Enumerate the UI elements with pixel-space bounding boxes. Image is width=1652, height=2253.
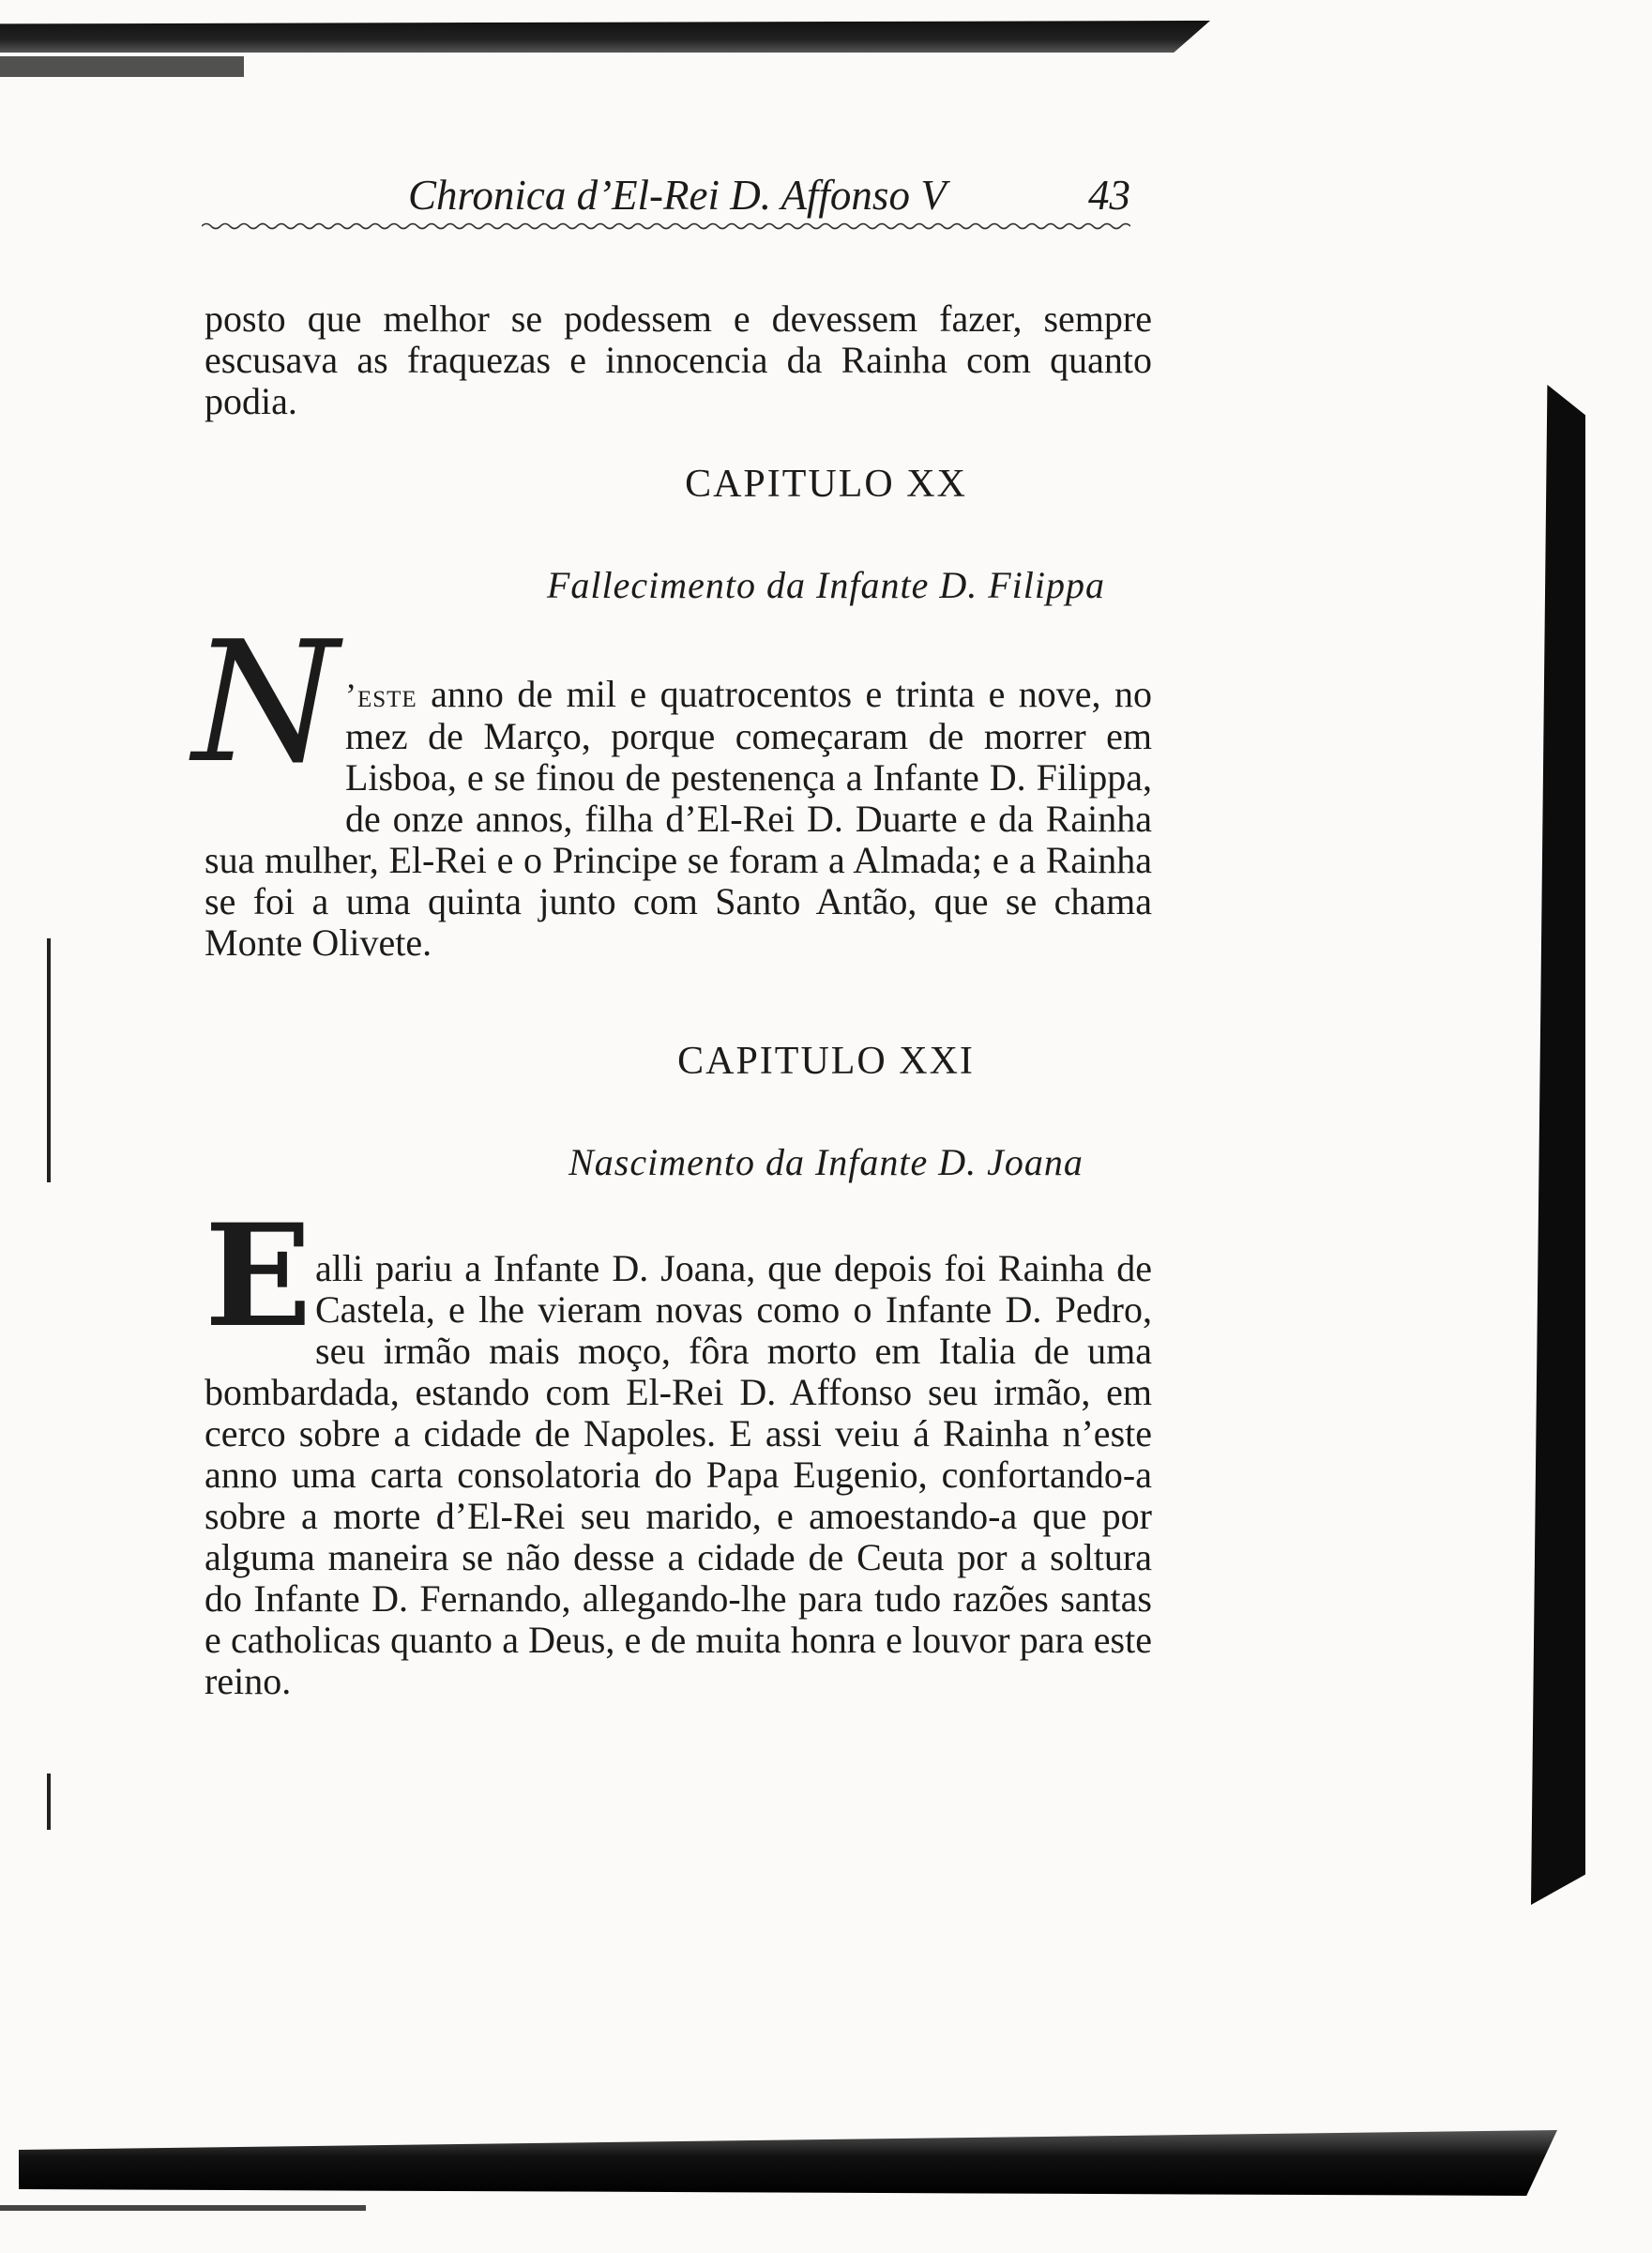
chapter-subtitle: Nascimento da Infante D. Joana — [568, 1141, 1084, 1183]
page-number: 43 — [1088, 172, 1130, 219]
chapter-paragraph — [205, 674, 1152, 964]
chapter-paragraph — [205, 1248, 1152, 1702]
chapter-subtitle: Fallecimento da Infante D. Filippa — [547, 564, 1105, 606]
drop-initial-spacer — [205, 674, 345, 833]
scan-edge-top — [0, 21, 1210, 53]
margin-mark — [47, 1773, 51, 1830]
scan-edge-top-left — [0, 56, 244, 77]
drop-initial: N — [192, 605, 339, 799]
scan-line-bottom — [0, 2205, 366, 2211]
running-header — [202, 171, 1130, 227]
scan-edge-bottom — [19, 2130, 1557, 2196]
lead-word: ’este — [345, 677, 417, 714]
chapter-text: alli pariu a Infante D. Joana, que depois foi Rainha de Castela, e lhe vieram novas como o Infante D. Pedro, seu irmão mais moço, fôra morto em Italia de uma bombardada, estando com El-Rei D. Affonso seu irmão, em cerco sobre a cidade de Napoles. E assi veiu á Rainha n’este anno uma carta consolatoria do Papa Eugenio, confortando-a sobre a morte d’El-Rei seu marido, e amoestando-a que por alguma maneira se não desse a cidade de Ceuta por a soltura do Infante D. Fernando, allegando-lhe para tudo razões santas e catholicas quanto a Deus, e de muita honra e louvor para este reino. — [205, 1247, 1152, 1702]
running-header-title: Chronica d’El-Rei D. Affonso V — [408, 172, 947, 219]
chapter-title: CAPITULO XXI — [677, 1040, 975, 1083]
drop-initial: E — [205, 1194, 312, 1359]
drop-initial-spacer — [205, 1248, 315, 1368]
header-wavy-rule — [202, 221, 1130, 231]
chapter-title: CAPITULO XX — [685, 463, 967, 506]
intro-paragraph: posto que melhor se podessem e devessem fazer, sempre escusava as fraquezas e innocencia da Rainha com quanto podia. — [205, 297, 1152, 422]
chapter-text: anno de mil e quatrocentos e trinta e nove, no mez de Março, porque começaram de morrer em Lisboa, e se finou de pestenença a Infante D. Filippa, de onze annos, filha d’El-Rei D. Duarte e da Rainha sua mulher, El-Rei e o Principe se foram a Almada; e a Rainha se foi a uma quinta junto com Santo Antão, que se chama Monte Olivete. — [205, 673, 1152, 964]
